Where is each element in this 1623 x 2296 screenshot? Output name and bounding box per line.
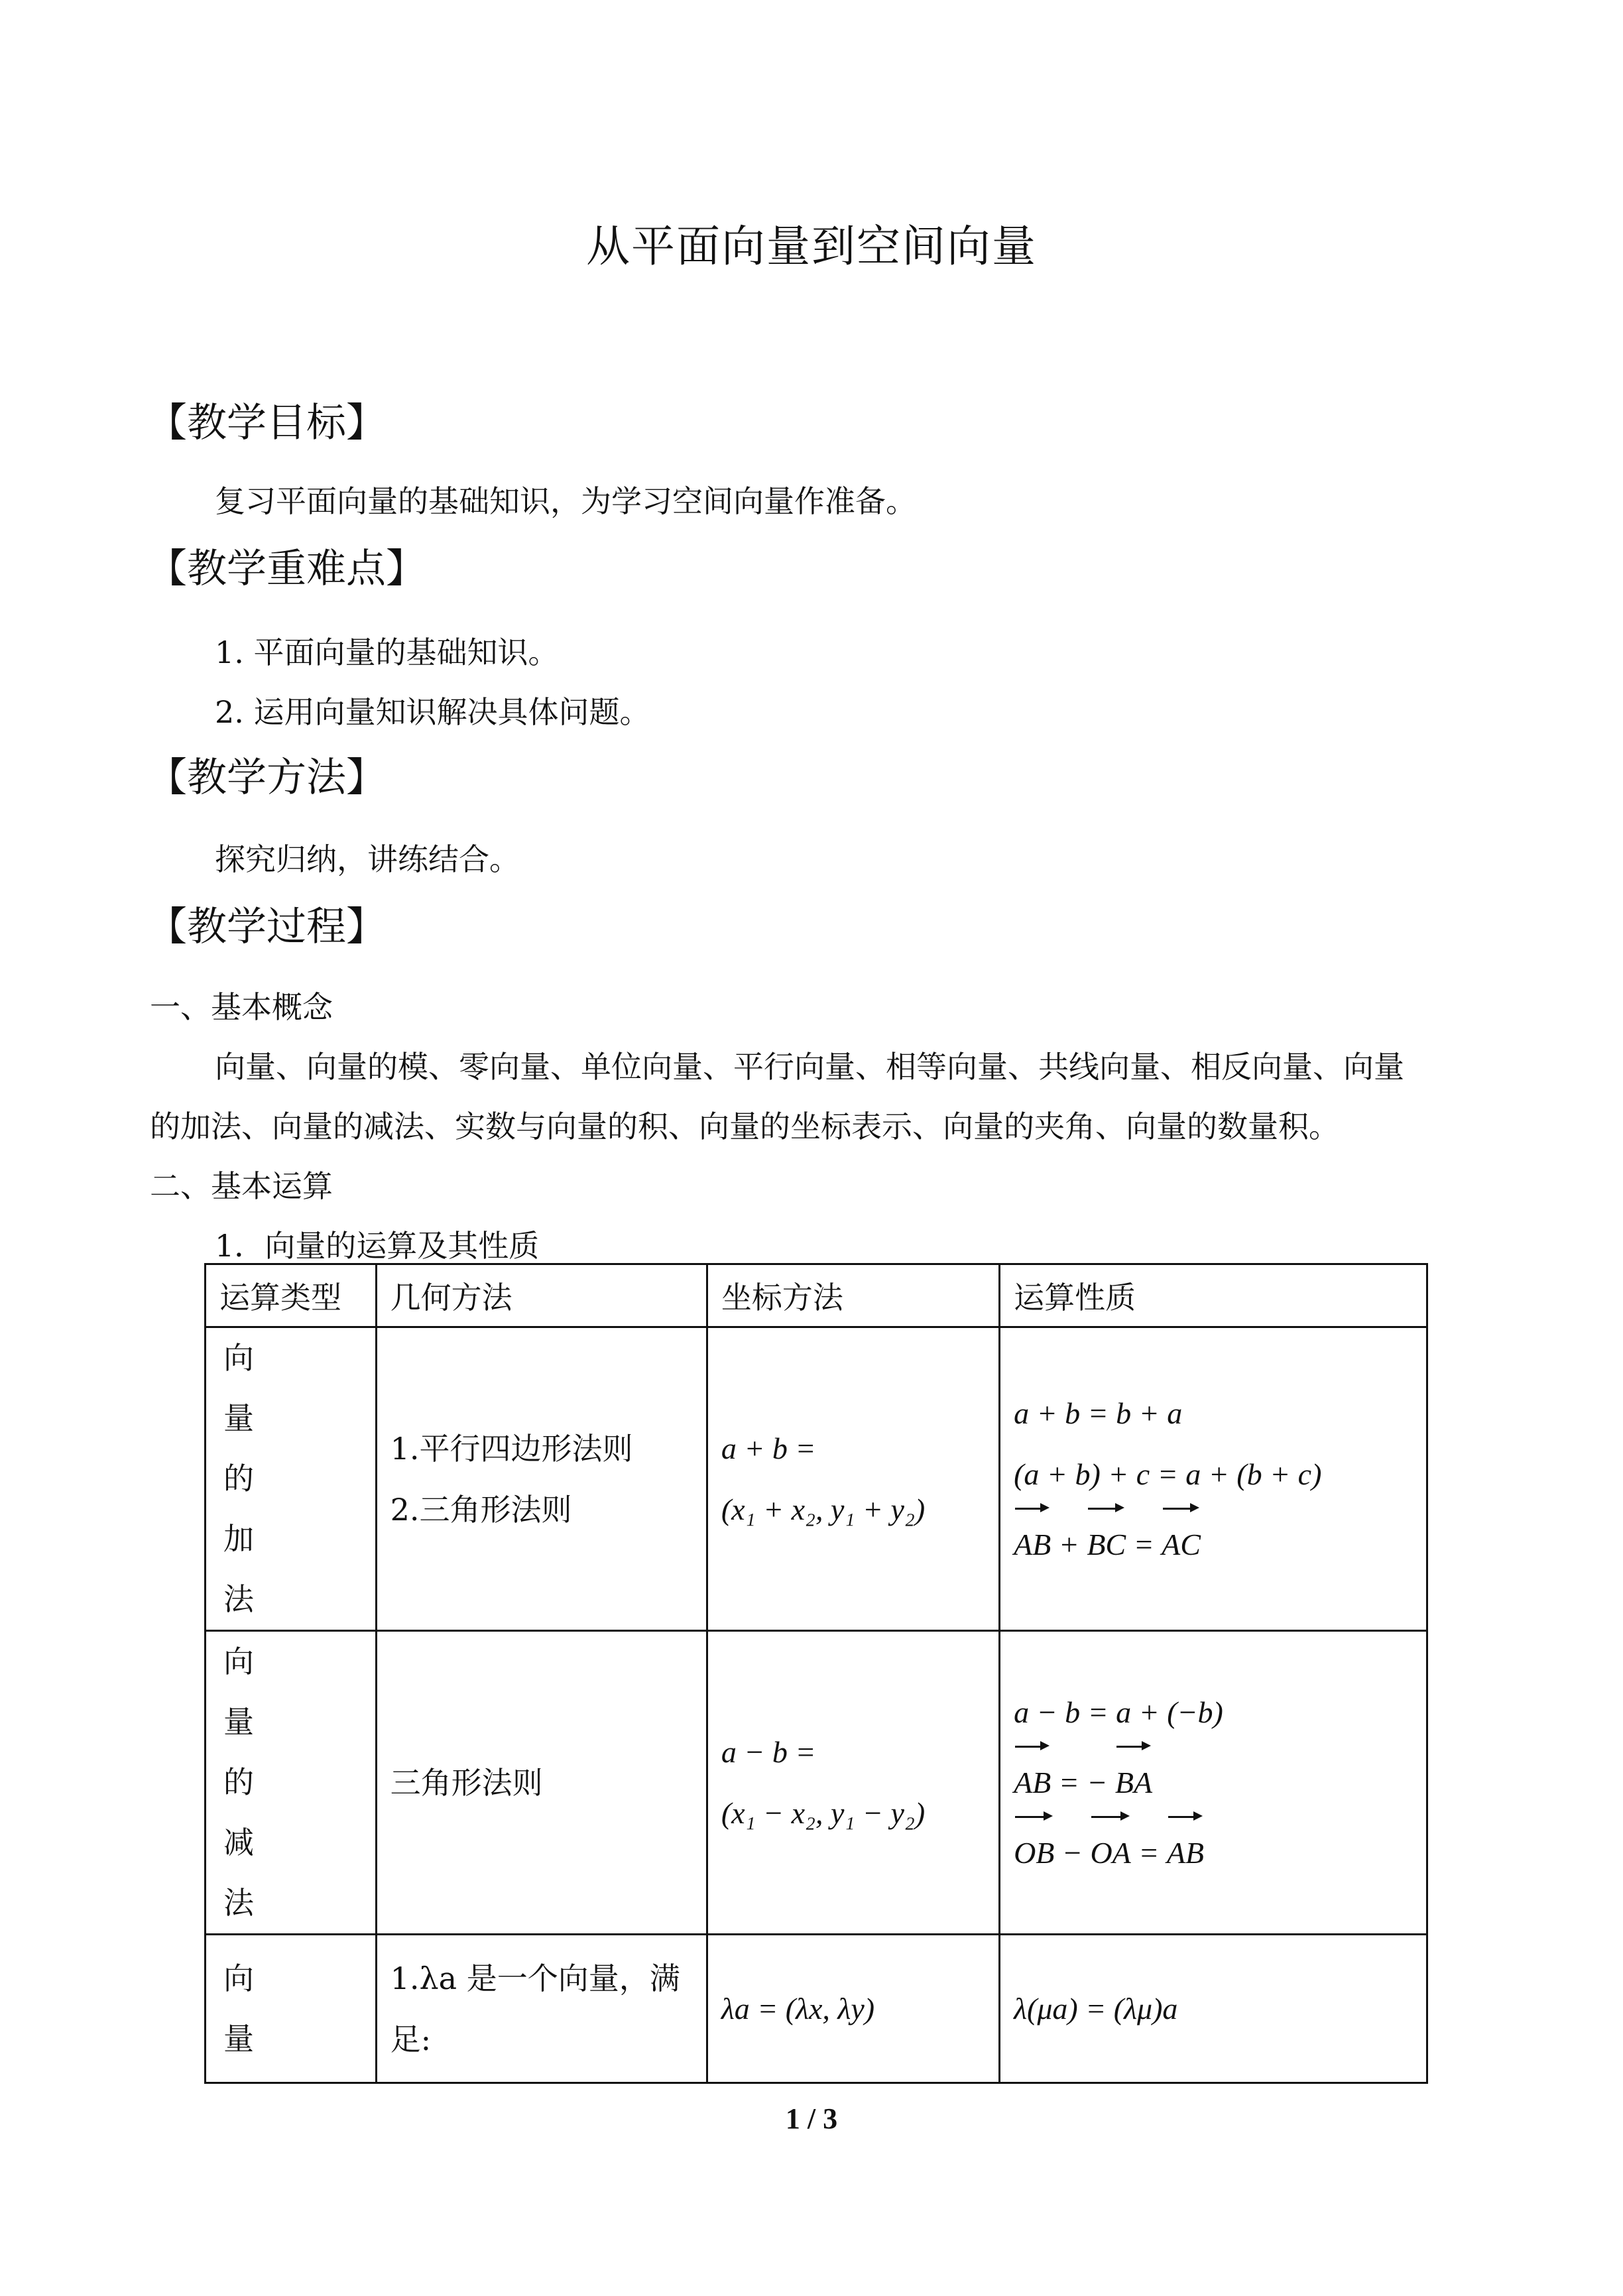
- table-row-addition: [206, 1327, 1427, 1631]
- addition-properties: a + b = b + a (a + b) + c = a + (b + c) AB + BC = AC: [1000, 1327, 1427, 1631]
- part2-heading: 二、基本运算: [150, 1168, 333, 1204]
- header-properties: 运算性质: [1000, 1264, 1427, 1327]
- subtraction-coordinate: a − b = (x₁ − x₂, y₁ − y₂): [707, 1631, 999, 1935]
- heading-method: 【教学方法】: [147, 755, 386, 801]
- part1-heading: 一、基本概念: [150, 989, 333, 1025]
- part2-subheading: 1．向量的运算及其性质: [215, 1228, 540, 1264]
- vector-equation-2: OB − OA = AB: [1014, 1813, 1426, 1884]
- method-text: 探究归纳，讲练结合。: [215, 841, 520, 877]
- vector-equation-1: AB = − BA: [1014, 1743, 1426, 1813]
- subtraction-properties: a − b = a + (−b) AB = − BA OB − OA = AB: [1000, 1631, 1427, 1935]
- table-header-row: [206, 1264, 1427, 1327]
- subtraction-geometric: 三角形法则: [376, 1631, 707, 1935]
- addition-type: 向 量 的 加 法: [206, 1327, 377, 1631]
- addition-geometric: 1.平行四边形法则 2.三角形法则: [376, 1327, 707, 1631]
- scalar-coordinate: λa = (λx, λy): [707, 1935, 999, 2083]
- table-row-scalar: [206, 1935, 1427, 2083]
- subtraction-type: 向 量 的 减 法: [206, 1631, 377, 1935]
- heading-process: 【教学过程】: [147, 904, 386, 950]
- part1-line1: 向量、向量的模、零向量、单位向量、平行向量、相等向量、共线向量、相反向量、向量: [215, 1049, 1404, 1085]
- page-title: 从平面向量到空间向量: [586, 221, 1037, 272]
- heading-key-points: 【教学重难点】: [147, 546, 426, 592]
- key-item-2: 2. 运用向量知识解决具体问题。: [215, 694, 650, 730]
- part1-line2: 的加法、向量的减法、实数与向量的积、向量的坐标表示、向量的夹角、向量的数量积。: [150, 1109, 1339, 1144]
- header-geometric: 几何方法: [376, 1264, 707, 1327]
- scalar-properties: λ(μa) = (λμ)a: [1000, 1935, 1427, 2083]
- scalar-type: 向 量: [206, 1935, 377, 2083]
- key-item-1: 1. 平面向量的基础知识。: [215, 634, 559, 670]
- table-row-subtraction: [206, 1631, 1427, 1935]
- header-type: 运算类型: [206, 1264, 377, 1327]
- goal-text: 复习平面向量的基础知识，为学习空间向量作准备。: [215, 483, 916, 519]
- operations-table: [204, 1263, 1428, 2084]
- addition-coordinate: a + b = (x₁ + x₂, y₁ + y₂): [707, 1327, 999, 1631]
- heading-goal: 【教学目标】: [147, 400, 386, 446]
- header-coordinate: 坐标方法: [707, 1264, 999, 1327]
- vector-equation: AB + BC = AC: [1014, 1505, 1426, 1575]
- scalar-geometric: 1.λa 是一个向量，满 足:: [376, 1935, 707, 2083]
- page-number: 1 / 3: [785, 2102, 838, 2135]
